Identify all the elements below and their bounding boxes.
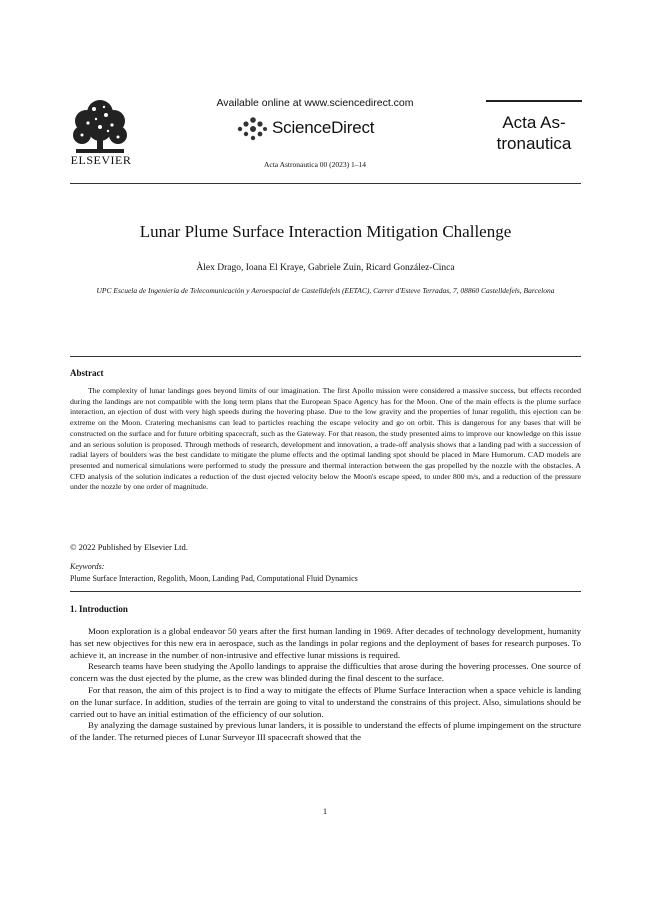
author-list: Àlex Drago, Ioana El Kraye, Gabriele Zuin, Ricard González-Cinca <box>196 263 455 273</box>
header-divider <box>70 183 581 184</box>
keywords-label: Keywords: <box>70 562 105 571</box>
sciencedirect-wordmark: ScienceDirect <box>272 118 375 137</box>
intro-paragraph: Research teams have been studying the Apollo landings to appraise the difficulties that arose during the hovering processes. One source of concern was the dust ejected by the plume, as the crew was blinded during the final descent to the surface. <box>70 661 581 684</box>
abstract-heading: Abstract <box>70 368 104 378</box>
abstract-bottom-divider <box>70 591 581 592</box>
affiliation: UPC Escuela de Ingeniería de Telecomunicación y Aeroespacial de Castelldefels (EETAC), Carrer d'Esteve Terradas, 7, 08860 Castelldefels, Barcelona <box>96 286 555 295</box>
keywords-list: Plume Surface Interaction, Regolith, Moon, Landing Pad, Computational Fluid Dynamics <box>70 574 358 583</box>
abstract-top-divider <box>70 356 581 357</box>
page-number: 1 <box>322 806 328 816</box>
available-online-line[interactable]: Available online at www.sciencedirect.com <box>216 97 414 109</box>
journal-name-line-1: Acta As- <box>502 113 566 132</box>
introduction-body <box>70 626 581 744</box>
journal-name-box <box>486 100 582 154</box>
paper-title: Lunar Plume Surface Interaction Mitigation Challenge <box>139 222 512 241</box>
section-heading-introduction: 1. Introduction <box>70 604 128 614</box>
intro-paragraph: Moon exploration is a global endeavor 50 years after the first human landing in 1969. After decades of technology development, humanity has set new objectives for this new era in aerospace, such as the landings in polar regions and the deployment of bases for research purposes. To achieve it, an increase in the number of non-intrusive and effective lunar missions is required. <box>70 626 581 660</box>
intro-paragraph: By analyzing the damage sustained by previous lunar landers, it is possible to understand the effects of plume impingement on the structure of the lander. The returned pieces of Lunar Surveyor III spacecraft showed that the <box>70 720 581 743</box>
journal-citation: Acta Astronautica 00 (2023) 1–14 <box>263 160 367 169</box>
sciencedirect-logo[interactable] <box>236 113 396 143</box>
publisher-name: ELSEVIER <box>70 153 132 167</box>
sciencedirect-dots-icon <box>236 115 268 141</box>
abstract-text: The complexity of lunar landings goes beyond limits of our imagination. The first Apollo mission were considered a massive success, but effects recorded during the landings are not compatible with the long term plans that the European Space Agency has for the Moon. One of the main effects is the plume surface interaction, an ejection of dust with very high speeds during the hovering phase. Due to the low gravity and the properties of lunar regolith, this ejection can be extreme on the Moon. Cratering mechanisms can lead to particles reaching the escape velocity and go on orbit. This is dangerous for any bases that will be constructed on the surface and for future orbiting spacecraft, such as the Gateway. For that reason, the study presented aims to improve our knowledge on this issue and an serious solution is proposed. Through methods of research, development and innovation, a trade-off analysis shows that a landing pad with a succession of radial layers of boulders was the best candidate to mitigate the plume effects and the optimal landing spot should be placed in Mare Humorum. CAD models are presented and numerical simulations were performed to study the pressure and thermal interaction between the gas propelled by the nozzle with the obstacles. A CFD analysis of the solution indicates a reduction of the dust ejected velocity below the Moon's escape speed, to under 800 m/s, and a reduction of the pressure under the nozzle by one order of magnitude. <box>70 386 581 492</box>
intro-paragraph: For that reason, the aim of this project is to find a way to mitigate the effects of Plume Surface Interaction when a space vehicle is landing on the lunar surface. In addition, studies of the terrain are going to vital to understand the constrains of this project. Also, simulations should be carried out to have an initial estimation of the efficiency of our solution. <box>70 684 581 719</box>
copyright-notice: © 2022 Published by Elsevier Ltd. <box>70 542 188 552</box>
journal-name-line-2: tronautica <box>496 134 572 153</box>
